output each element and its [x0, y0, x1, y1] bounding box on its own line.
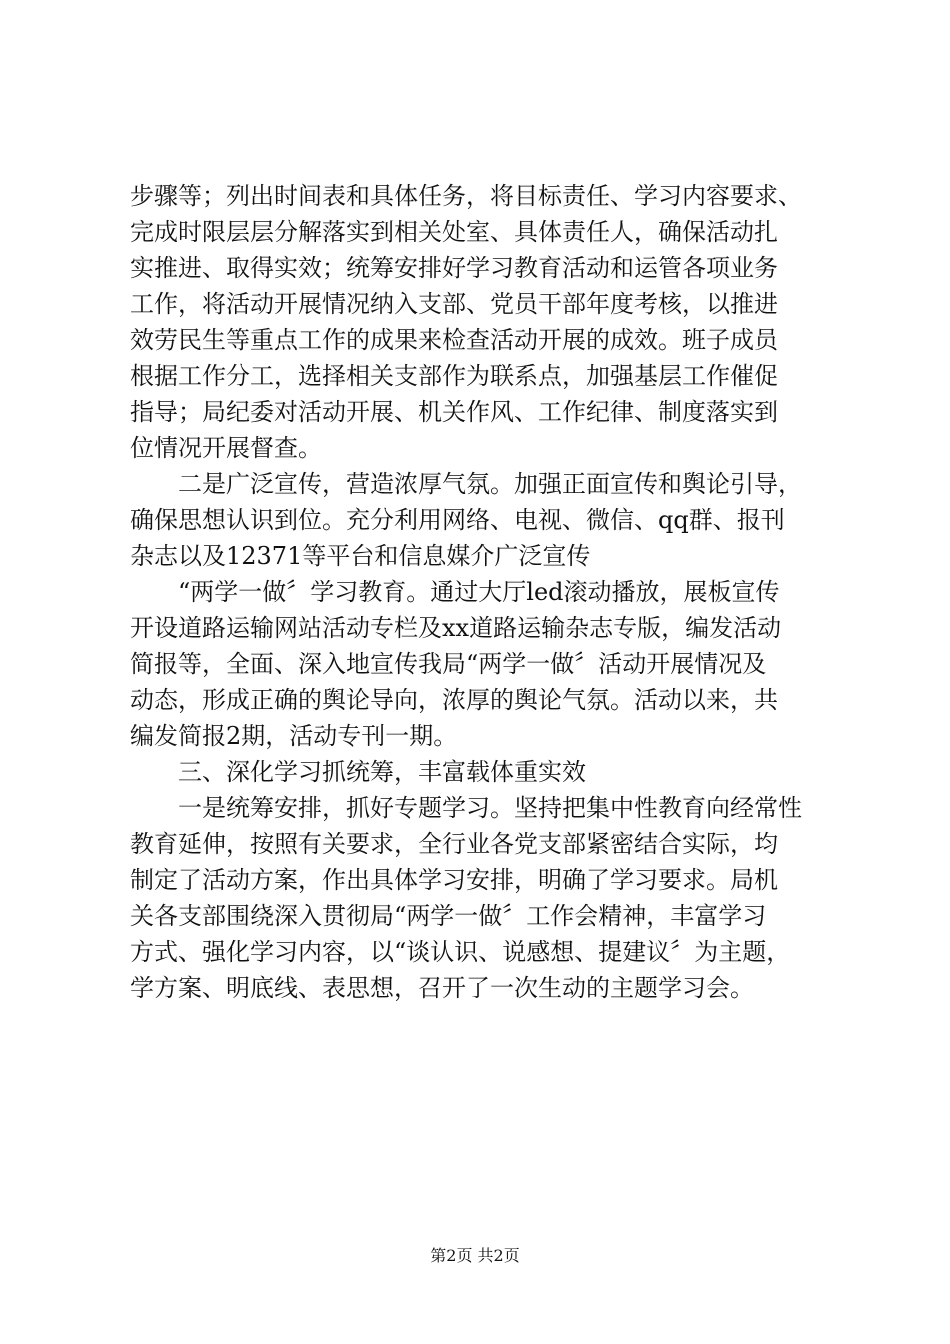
text-line: 制定了活动方案，作出具体学习安排，明确了学习要求。局机 — [130, 866, 778, 894]
text-line: 确保思想认识到位。充分利用网络、电视、微信、qq群、报刊 — [130, 506, 785, 534]
text-line: 指导；局纪委对活动开展、机关作风、工作纪律、制度落实到 — [130, 398, 778, 426]
text-line: 一是统筹安排，抓好专题学习。坚持把集中性教育向经常性 — [178, 794, 802, 822]
document-body — [130, 178, 830, 1006]
text-line: 实推进、取得实效；统筹安排好学习教育活动和运管各项业务 — [130, 254, 778, 282]
text-line: 效劳民生等重点工作的成果来检查活动开展的成效。班子成员 — [130, 326, 778, 354]
page-footer: 第2页 共2页 — [430, 1246, 520, 1265]
text-line: 动态，形成正确的舆论导向，浓厚的舆论气氛。活动以来，共 — [130, 686, 778, 714]
text-line: 根据工作分工，选择相关支部作为联系点，加强基层工作催促 — [130, 362, 778, 390]
text-line: 杂志以及12371等平台和信息媒介广泛宣传 — [130, 542, 591, 570]
text-line: 开设道路运输网站活动专栏及xx道路运输杂志专版，编发活动 — [130, 614, 782, 642]
text-line: 教育延伸，按照有关要求，全行业各党支部紧密结合实际，均 — [130, 830, 778, 858]
text-line: 三、深化学习抓统筹，丰富载体重实效 — [178, 758, 586, 786]
text-line: 编发简报2期，活动专刊一期。 — [130, 722, 458, 750]
text-line: 学方案、明底线、表思想，召开了一次生动的主题学习会。 — [130, 974, 754, 1002]
text-line: “两学一做〞学习教育。通过大厅led滚动播放，展板宣传 — [178, 578, 780, 606]
text-line: 完成时限层层分解落实到相关处室、具体责任人，确保活动扎 — [130, 218, 778, 246]
text-line: 关各支部围绕深入贯彻局“两学一做〞工作会精神，丰富学习 — [130, 902, 767, 930]
text-line: 位情况开展督查。 — [130, 434, 322, 462]
text-line: 简报等，全面、深入地宣传我局“两学一做〞活动开展情况及 — [130, 650, 767, 678]
text-line: 工作，将活动开展情况纳入支部、党员干部年度考核，以推进 — [130, 290, 778, 318]
text-line: 方式、强化学习内容，以“谈认识、说感想、提建议〞为主题， — [130, 938, 791, 966]
text-line: 步骤等；列出时间表和具体任务，将目标责任、学习内容要求、 — [130, 182, 802, 210]
text-line: 二是广泛宣传，营造浓厚气氛。加强正面宣传和舆论引导， — [178, 470, 802, 498]
